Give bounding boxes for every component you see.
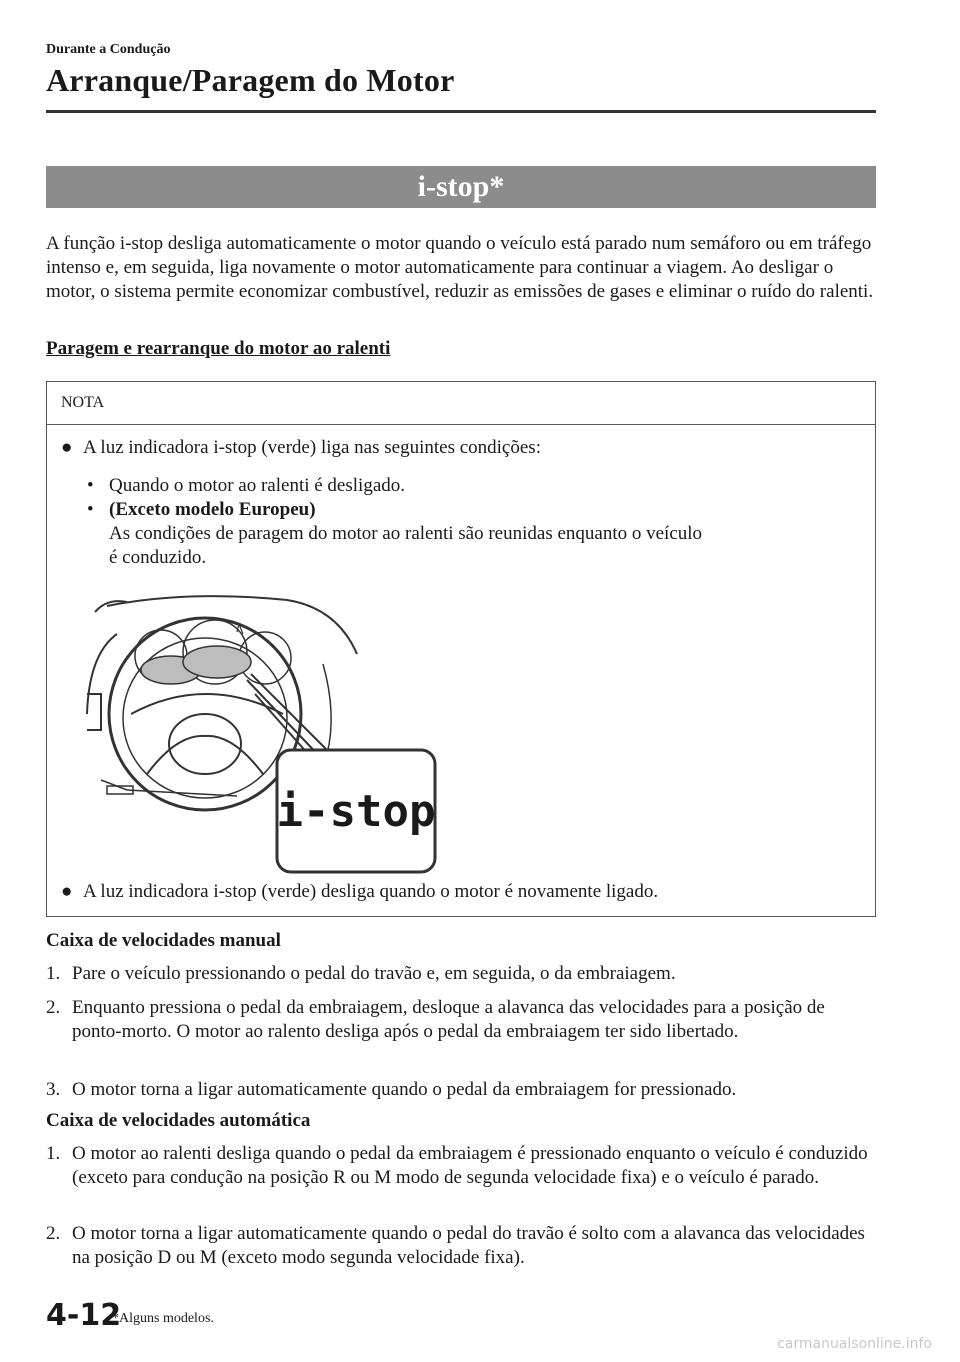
- note-sub-item-2-line2: é conduzido.: [109, 547, 207, 568]
- dashboard-illustration: [87, 594, 436, 864]
- note-sub-item-1: • Quando o motor ao ralenti é desligado.: [87, 475, 406, 496]
- footnote: *Alguns modelos.: [112, 1311, 214, 1326]
- bullet-icon: •: [87, 475, 94, 496]
- automatic-heading: Caixa de velocidades automática: [46, 1110, 311, 1131]
- chapter-title: Arranque/Paragem do Motor: [46, 62, 455, 98]
- note-box: [46, 381, 876, 917]
- note-sub-item-2: • (Exceto modelo Europeu): [87, 499, 316, 520]
- manual-step-3: 3. O motor torna a ligar automaticamente quando o pedal da embraiagem for pressionado.: [46, 1079, 737, 1100]
- subheading: Paragem e rearranque do motor ao ralenti: [46, 338, 391, 359]
- manual-step-1: 1. Pare o veículo pressionando o pedal do travão e, em seguida, o da embraiagem.: [46, 963, 676, 984]
- section-label: Durante a Condução: [46, 42, 171, 57]
- header-rule: [46, 110, 876, 113]
- note-sub-item-2-line1: As condições de paragem do motor ao ralenti são reunidas enquanto o veículo: [109, 523, 703, 544]
- section-banner: i-stop*: [46, 166, 876, 208]
- manual-heading: Caixa de velocidades manual: [46, 930, 281, 951]
- bullet-icon: ●: [61, 437, 73, 458]
- watermark: carmanualsonline.info: [777, 1336, 932, 1352]
- manual-step-2: 2. Enquanto pressiona o pedal da embraiagem, desloque a alavanca das velocidades para a posição de ponto-morto. O motor ao ralento desliga após o pedal da embraiagem ter sido libertado.: [46, 997, 825, 1042]
- page-number: 4-12: [46, 1298, 122, 1333]
- note-label: NOTA: [47, 382, 875, 425]
- i-stop-callout-label: i-stop: [276, 786, 436, 837]
- bullet-icon: ●: [61, 881, 73, 902]
- bullet-icon: •: [87, 499, 94, 520]
- intro-paragraph: A função i-stop desliga automaticamente o motor quando o veículo está parado num semáforo ou em tráfego intenso e, em seguida, liga novamente o motor automaticamente para continuar a viagem. Ao desligar o motor, o sistema permite economizar combustível, reduzir as emissões de gases e eliminar o ruído do ralenti.: [46, 233, 874, 302]
- note-bullet-1: ● A luz indicadora i-stop (verde) liga nas seguintes condições:: [61, 437, 541, 458]
- automatic-step-2: 2. O motor torna a ligar automaticamente quando o pedal do travão é solto com a alavanca das velocidades na posição D ou M (exceto modo segunda velocidade fixa).: [46, 1223, 865, 1268]
- automatic-step-1: 1. O motor ao ralenti desliga quando o pedal da embraiagem é pressionado enquanto o veículo é conduzido (exceto para condução na posição R ou M modo de segunda velocidade fixa) e o veículo é parado.: [46, 1143, 868, 1188]
- note-bullet-2: ● A luz indicadora i-stop (verde) desliga quando o motor é novamente ligado.: [61, 881, 659, 902]
